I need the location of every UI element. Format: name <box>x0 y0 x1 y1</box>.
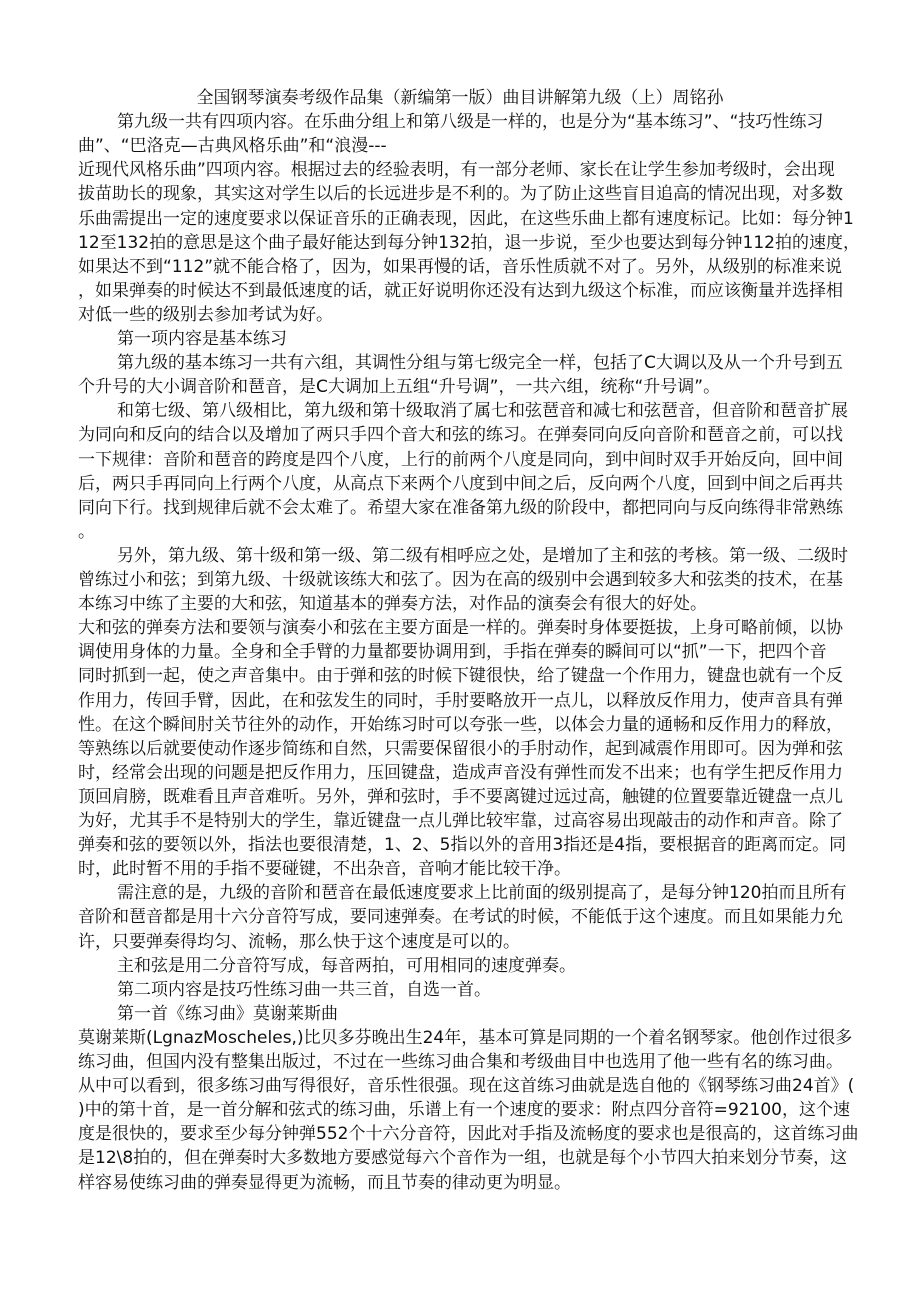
text-line: 后，两只手再同向上行两个八度，从高点下来两个八度到中间之后，反向两个八度，回到中间之后再共 <box>78 473 843 494</box>
text-line: 大和弦的弹奏方法和要领与演奏小和弦在主要方面是一样的。弹奏时身体要挺拔，上身可略前倾，以协 <box>78 618 843 639</box>
text-line: 第一项内容是基本练习 <box>117 329 287 349</box>
text-line: 时，此时暂不用的手指不要碰键，不出杂音，音响才能比较干净。 <box>78 859 571 880</box>
text-line: 度是很快的，要求至少每分钟弹552个十六分音符，因此对手指及流畅度的要求也是很高的，这首练习曲 <box>78 1124 859 1145</box>
text-line: 第九级的基本练习一共有六组，其调性分组与第七级完全一样，包括了C大调以及从一个升号到五 <box>117 353 843 374</box>
text-line: 需注意的是，九级的音阶和琶音在最低速度要求上比前面的级别提高了，是每分钟120拍而且所有 <box>117 883 847 904</box>
text-line: 是12\8拍的，但在弹奏时大多数地方要感觉每六个音作为一组，也就是每个小节四大拍来划分节奏，这 <box>78 1148 848 1169</box>
text-line: 弹奏和弦的要领以外，指法也要很清楚，1、2、5指以外的音用3指还是4指，要根据音的距离而定。同 <box>78 835 847 856</box>
text-line: 同时抓到一起，使之声音集中。由于弹和弦的时候下键很快，给了键盘一个作用力，键盘也就有一个反 <box>78 666 843 687</box>
text-line: 许，只要弹奏得均匀、流畅，那么快于这个速度是可以的。 <box>78 931 520 952</box>
text-line: 一下规律：音阶和琶音的跨度是四个八度，上行的前两个八度是同向，到中间时双手开始反向，回中间 <box>78 449 843 470</box>
document-title: 全国钢琴演奏考级作品集（新编第一版）曲目讲解第九级（上）周铭孙 <box>196 88 724 108</box>
text-line: 为同向和反向的结合以及增加了两只手四个音大和弦的练习。在弹奏同向反向音阶和琶音之前，可以找 <box>78 425 843 446</box>
text-line: 12至132拍的意思是这个曲子最好能达到每分钟132拍，退一步说，至少也要达到每分钟112拍的速度， <box>78 232 860 253</box>
text-line: 如果达不到“112”就不能合格了，因为，如果再慢的话，音乐性质就不对了。另外，从级别的标准来说 <box>78 256 843 277</box>
text-line: 从中可以看到，很多练习曲写得很好，音乐性很强。现在这首练习曲就是选自他的《钢琴练习曲24首》( <box>78 1076 855 1097</box>
text-line: )中的第十首，是一首分解和弦式的练习曲，乐谱上有一个速度的要求：附点四分音符=92100，这个速 <box>78 1100 850 1121</box>
text-line: 对低一些的级别去参加考试为好。 <box>78 304 333 325</box>
text-line: 同向下行。找到规律后就不会太难了。希望大家在准备第九级的阶段中，都把同向与反向练得非常熟练 <box>78 497 843 518</box>
text-line: 第九级一共有四项内容。在乐曲分组上和第八级是一样的，也是分为“基本练习”、“技巧性练习 <box>117 112 824 133</box>
text-line: 。 <box>78 521 95 542</box>
text-line: 调使用身体的力量。全身和全手臂的力量都要协调用到，手指在弹奏的瞬间可以“抓”一下，把四个音 <box>78 642 827 663</box>
text-line: 主和弦是用二分音符写成，每音两拍，可用相同的速度弹奏。 <box>117 955 576 976</box>
text-line: 曲”、“巴洛克—古典风格乐曲”和“浪漫--- <box>78 136 387 157</box>
text-line: 乐曲需提出一定的速度要求以保证音乐的正确表现，因此，在这些乐曲上都有速度标记。比如：每分钟1 <box>78 208 854 229</box>
text-line: 个升号的大小调音阶和琶音，是C大调加上五组“升号调”，一共六组，统称“升号调”。 <box>78 377 721 398</box>
text-line: 和第七级、第八级相比，第九级和第十级取消了属七和弦琶音和减七和弦琶音，但音阶和琶音扩展 <box>117 401 848 422</box>
text-line: 另外，第九级、第十级和第一级、第二级有相呼应之处，是增加了主和弦的考核。第一级、二级时 <box>117 545 848 566</box>
text-line: 音阶和琶音都是用十六分音符写成，要同速弹奏。在考试的时候，不能低于这个速度。而且如果能力允 <box>78 907 843 928</box>
text-line: 为好，尤其手不是特别大的学生，靠近键盘一点儿弹比较牢靠，过高容易出现敲击的动作和声音。除了 <box>78 811 843 831</box>
text-line: 作用力，传回手臂，因此，在和弦发生的同时，手肘要略放开一点儿，以释放反作用力，使声音具有弹 <box>78 690 843 711</box>
text-line: 拔苗助长的现象，其实这对学生以后的长远进步是不利的。为了防止这些盲目追高的情况出现，对多数 <box>78 184 843 205</box>
text-line: 曾练过小和弦；到第九级、十级就该练大和弦了。因为在高的级别中会遇到较多大和弦类的技术，在基 <box>78 570 843 590</box>
text-line: ，如果弹奏的时候达不到最低速度的话，就正好说明你还没有达到九级这个标准，而应该衡量并选择相 <box>78 280 843 301</box>
text-line: 第二项内容是技巧性练习曲一共三首，自选一首。 <box>117 979 491 1000</box>
text-line: 顶回肩膀，既难看且声音难听。另外，弹和弦时，手不要离键过远过高，触键的位置要靠近键盘一点儿 <box>78 786 843 807</box>
text-line: 本练习中练了主要的大和弦，知道基本的弹奏方法，对作品的演奏会有很大的好处。 <box>78 594 707 615</box>
text-line: 第一首《练习曲》莫谢莱斯曲 <box>117 1003 338 1024</box>
text-line: 练习曲，但国内没有整集出版过，不过在一些练习曲合集和考级曲目中也选用了他一些有名的练习曲。 <box>78 1052 843 1072</box>
text-line: 样容易使练习曲的弹奏显得更为流畅，而且节奏的律动更为明显。 <box>78 1172 571 1193</box>
text-line: 性。在这个瞬间肘关节往外的动作，开始练习时可以夸张一些，以体会力量的通畅和反作用力的释放， <box>78 714 843 735</box>
text-line: 等熟练以后就要使动作逐步简练和自然，只需要保留很小的手肘动作，起到减震作用即可。因为弹和弦 <box>78 738 843 759</box>
text-line: 时，经常会出现的问题是把反作用力，压回键盘，造成声音没有弹性而发不出来；也有学生把反作用力 <box>78 762 843 783</box>
text-line: 莫谢莱斯(LgnazMoscheles,)比贝多芬晚出生24年，基本可算是同期的一个着名钢琴家。他创作过很多 <box>78 1027 853 1048</box>
text-line: 近现代风格乐曲”四项内容。根据过去的经验表明，有一部分老师、家长在让学生参加考级时，会出现 <box>78 160 835 181</box>
